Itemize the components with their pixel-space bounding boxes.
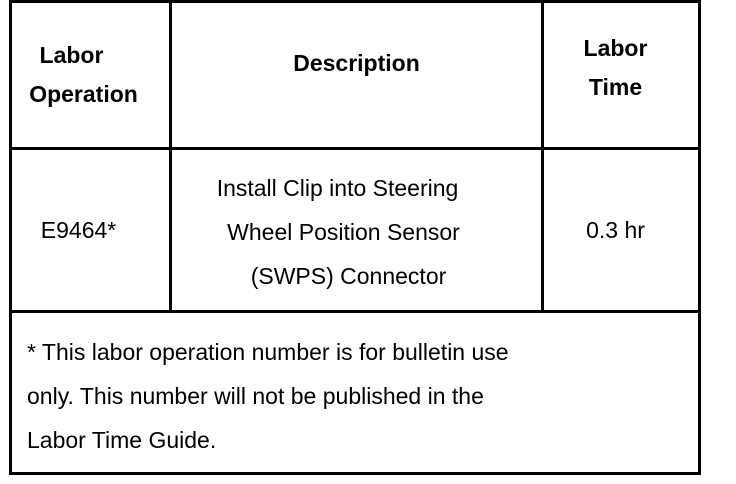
footnote — [27, 330, 687, 462]
footnote-line-3: Labor Time Guide. — [27, 427, 217, 453]
header-labor-time-line-1: Labor — [583, 35, 648, 61]
description-line-2: Wheel Position Sensor — [227, 219, 460, 245]
description-line-1: Install Clip into Steering — [216, 175, 459, 201]
header-labor-time-line-2: Time — [588, 74, 643, 100]
header-labor-operation-line-1: Labor — [39, 42, 104, 68]
row-labor-time — [544, 150, 701, 310]
footnote-line-1: * This labor operation number is for bulletin use — [27, 339, 509, 365]
labor-time-value: 0.3 hr — [586, 217, 645, 243]
header-labor-time — [544, 3, 701, 147]
header-labor-operation — [12, 3, 169, 147]
header-description — [172, 3, 541, 124]
row-labor-operation — [12, 150, 169, 310]
footnote-line-2: only. This number will not be published in the — [27, 383, 484, 409]
header-labor-operation-line-2: Operation — [29, 81, 138, 107]
labor-operation-code: E9464* — [40, 217, 117, 243]
header-description-text: Description — [293, 50, 420, 76]
description-line-3: (SWPS) Connector — [250, 263, 447, 289]
row-description — [172, 150, 541, 314]
